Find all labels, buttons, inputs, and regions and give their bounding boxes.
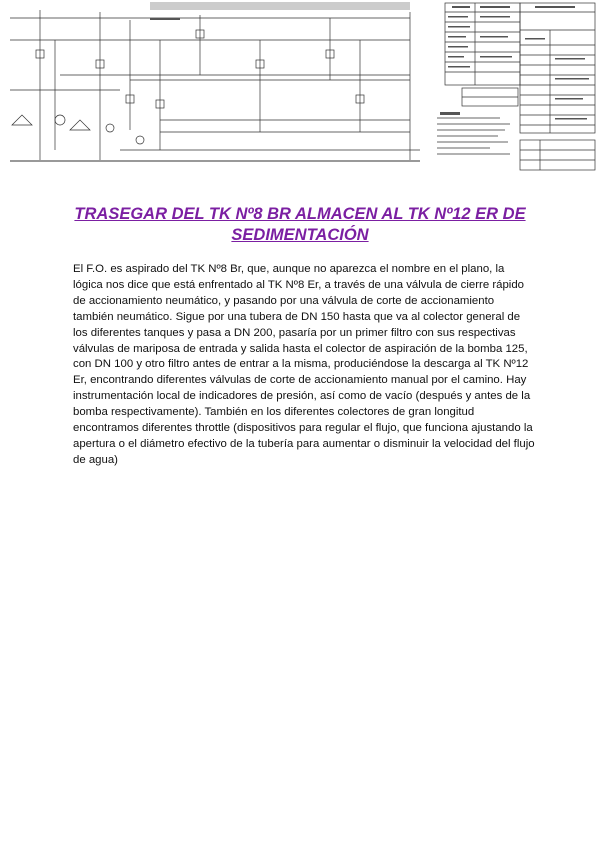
document-title: TRASEGAR DEL TK Nº8 BR ALMACEN AL TK Nº12 ER DE SEDIMENTACIÓN bbox=[74, 205, 526, 244]
piping-diagram-image bbox=[0, 0, 600, 172]
document-body-paragraph: El F.O. es aspirado del TK Nº8 Br, que, aunque no aparezca el nombre en el plano, la lógica nos dice que está enfrentado al TK Nº8 Er, a través de una válvula de cierre rápido de accionamiento neumático, y pasando por una válvula de corte de accionamiento también neumático. Sigue por una tubera de DN 150 hasta que va al colector general de los diferentes tanques y pasa a DN 200, pasaría por un primer filtro con sus respectivas válvulas de mariposa de entrada y salida hasta el colector de aspiración de la bomba 125, con DN 100 y otro filtro antes de entrar a la misma, produciéndose la descarga al TK Nº12 Er, encontrando diferentes válvulas de corte de accionamiento manual por el camino. Hay instrumentación local de indicadores de presión, así como de vacío (después y antes de la bomba respectivamente). También en los diferentes colectores de gran longitud encontramos diferentes throttle (dispositivos para regular el flujo, que funciona ajustando la apertura o el diámetro efectivo de la tubería para aumentar o disminuir la velocidad del flujo de agua) bbox=[73, 263, 535, 466]
piping-diagram-svg bbox=[0, 0, 600, 172]
